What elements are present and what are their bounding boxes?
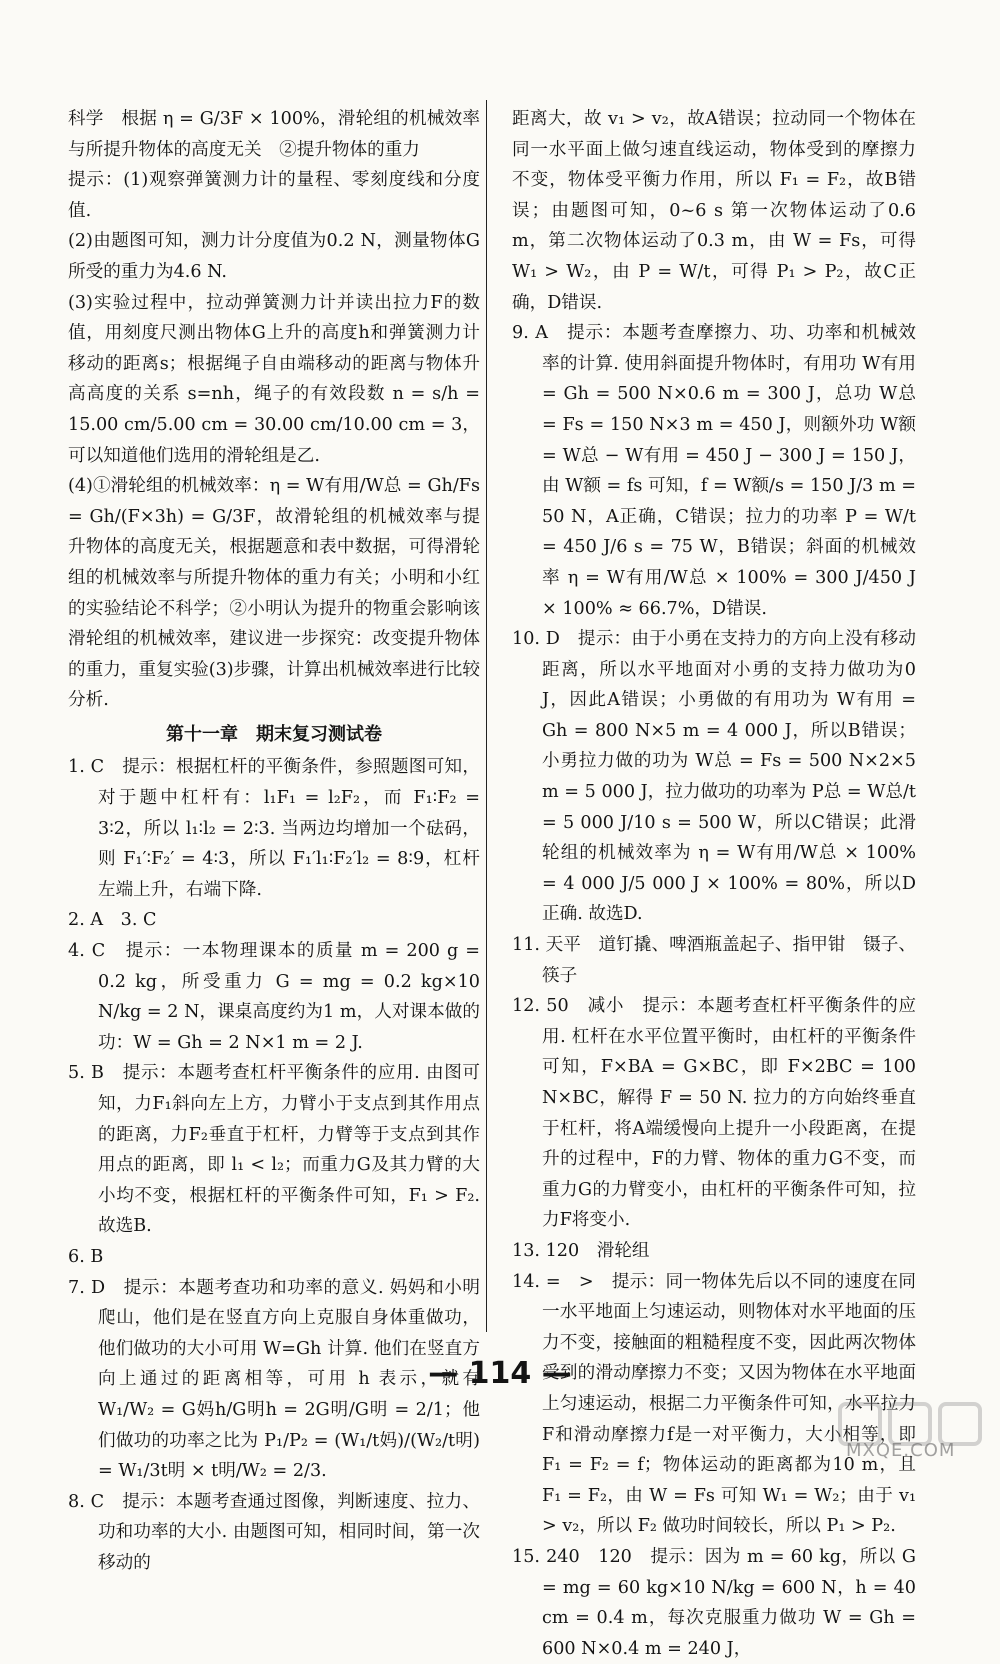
paragraph: 距离大，故 v₁ > v₂，故A错误；拉动同一个物体在同一水平面上做匀速直线运动，物体受到的摩擦力不变，物体受平衡力作用，所以 F₁ = F₂，故B错误；由题图可知，0~6 s 第一次物体运动了0.6 m，第二次物体运动了0.3 m，由 W = Fs，可得 W₁ > W₂，由 P = W/t，可得 P₁ > P₂，故C正确，D错误. (512, 109, 916, 313)
answer-item: 11. 天平 道钉撬、啤酒瓶盖起子、指甲钳 镊子、筷子 (512, 935, 916, 986)
answer-item: 15. 240 120 提示：因为 m = 60 kg，所以 G = mg = 60 kg×10 N/kg = 600 N，h = 40 cm = 0.4 m，每次克服重力做功 W = Gh = 600 N×0.4 m = 240 J， (512, 1546, 916, 1659)
answer-item: 7. D 提示：本题考查功和功率的意义. 妈妈和小明爬山，他们是在竖直方向上克服自身体重做功，他们做功的大小可用 W=Gh 计算. 他们在竖直方向上通过的距离相等，可用 h 表示，就有 W₁/W₂ = G妈h/G明h = 2G明/G明 = 2/1；他们做功的功率之比为 P₁/P₂ = (W₁/t妈)/(W₂/t明) = W₁/3t明 × t明/W₂ = 2/3. (68, 1277, 480, 1482)
paragraph: (4)①滑轮组的机械效率：η = W有用/W总 = Gh/Fs = Gh/(F×3h) = G/3F，故滑轮组的机械效率与提升物体的高度无关，根据题意和表中数据，可得滑轮组的机械效率与所提升物体的重力有关；小明和小红的实验结论不科学；②小明认为提升的物重会影响该滑轮组的机械效率，建议进一步探究：改变提升物体的重力，重复实验(3)步骤，计算出机械效率进行比较分析. (68, 476, 480, 711)
paragraph: 科学 根据 η = G/3F × 100%，滑轮组的机械效率与所提升物体的高度无关 ②提升物体的重力 (68, 109, 480, 160)
answer-item: 12. 50 减小 提示：本题考查杠杆平衡条件的应用. 杠杆在水平位置平衡时，由杠杆的平衡条件可知，F×BA = G×BC，即 F×2BC = 100 N×BC，解得 F = 50 N. 拉力的方向始终垂直于杠杆，将A端缓慢向上提升一小段距离，在提升的过程中，F的力臂、物体的重力G不变，而重力G的力臂变小，由杠杆的平衡条件可知，拉力F将变小. (512, 996, 916, 1231)
answer-item: 14. = > 提示：同一物体先后以不同的速度在同一水平地面上匀速运动，则物体对水平地面的压力不变，接触面的粗糙程度不变，因此两次物体受到的滑动摩擦力不变；又因为物体在水平地面上匀速运动，根据二力平衡条件可知，水平拉力F和滑动摩擦力f是一对平衡力，大小相等，即 F₁ = F₂ = f；物体运动的距离都为10 m，且 F₁ = F₂，由 W = Fs 可知 W₁ = W₂；由于 v₁ > v₂，所以 F₂ 做功时间较长，所以 P₁ > P₂. (512, 1271, 916, 1537)
chapter-heading: 第十一章 期末复习测试卷 (166, 723, 382, 745)
paragraph: (2)由题图可知，测力计分度值为0.2 N，测量物体G所受的重力为4.6 N. (68, 231, 480, 282)
paragraph: (3)实验过程中，拉动弹簧测力计并读出拉力F的数值，用刻度尺测出物体G上升的高度h和弹簧测力计移动的距离s；根据绳子自由端移动的距离与物体升高高度的关系 s=nh，绳子的有效段数 n = s/h = 15.00 cm/5.00 cm = 30.00 cm/10.00 cm = 3，可以知道他们选用的滑轮组是乙. (68, 292, 480, 466)
answer-item: 13. 120 滑轮组 (512, 1240, 650, 1261)
answer-item: 4. C 提示：一本物理课本的质量 m = 200 g = 0.2 kg，所受重力 G = mg = 0.2 kg×10 N/kg = 2 N，课桌高度约为1 m，人对课本做的功：W = Gh = 2 N×1 m = 2 J. (68, 941, 480, 1053)
answer-item: 5. B 提示：本题考查杠杆平衡条件的应用. 由图可知，力F₁斜向左上方，力臂小于支点到其作用点的距离，力F₂垂直于杠杆，力臂等于支点到其作用点的距离，即 l₁ < l₂；而重力G及其力臂的大小均不变，根据杠杆的平衡条件可知，F₁ > F₂. 故选B. (68, 1063, 480, 1237)
answer-item: 10. D 提示：由于小勇在支持力的方向上没有移动距离，所以水平地面对小勇的支持力做功为0 J，因此A错误；小勇做的有用功为 W有用 = Gh = 800 N×5 m = 4 000 J，所以B错误；小勇拉力做的功为 W总 = Fs = 500 N×2×5 m = 5 000 J，拉力做功的功率为 P总 = W总/t = 5 000 J/10 s = 500 W，所以C错误；此滑轮组的机械效率为 η = W有用/W总 × 100% = 4 000 J/5 000 J × 100% = 80%，所以D正确. 故选D. (512, 629, 916, 925)
watermark-text: MXQE.COM (846, 1440, 956, 1461)
answer-item: 1. C 提示：根据杠杆的平衡条件，参照题图可知，对于题中杠杆有：l₁F₁ = l₂F₂，而 F₁∶F₂ = 3∶2，所以 l₁∶l₂ = 2∶3. 当两边均增加一个砝码，则 F₁′∶F₂′ = 4∶3，所以 F₁′l₁∶F₂′l₂ = 8∶9，杠杆左端上升，右端下降. (68, 757, 480, 900)
answer-item: 6. B (68, 1246, 104, 1267)
page-number: — 114 — (428, 1356, 572, 1391)
answer-item: 2. A 3. C (68, 910, 157, 931)
answer-item: 9. A 提示：本题考查摩擦力、功、功率和机械效率的计算. 使用斜面提升物体时，有用功 W有用 = Gh = 500 N×0.6 m = 300 J，总功 W总 = Fs = 150 N×3 m = 450 J，则额外功 W额 = W总 − W有用 = 450 J − 300 J = 150 J，由 W额 = fs 可知，f = W额/s = 150 J/3 m = 50 N，A正确，C错误；拉力的功率 P = W/t = 450 J/6 s = 75 W，B错误；斜面的机械效率 η = W有用/W总 × 100% = 300 J/450 J × 100% ≈ 66.7%，D错误. (512, 323, 916, 619)
paragraph: 提示：(1)观察弹簧测力计的量程、零刻度线和分度值. (68, 170, 480, 221)
column-divider (486, 100, 487, 1332)
answer-item: 8. C 提示：本题考查通过图像，判断速度、拉力、功和功率的大小. 由题图可知，相同时间，第一次移动的 (68, 1491, 480, 1573)
